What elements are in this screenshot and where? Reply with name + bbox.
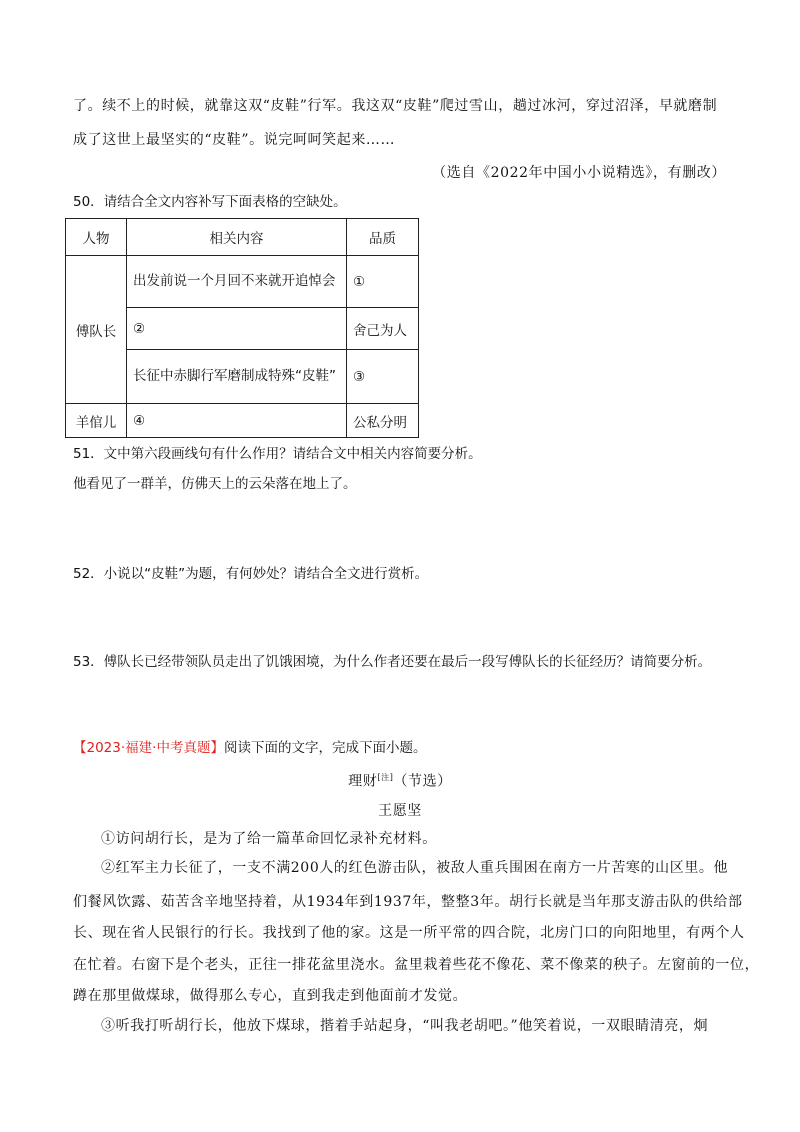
header-cell: 人物 — [66, 219, 127, 256]
content-cell: ② — [127, 308, 347, 350]
article-author: 王愿坚 — [378, 803, 422, 819]
question-50: 50．请结合全文内容补写下面表格的空缺处。 — [73, 194, 347, 210]
title-text: 理财 — [348, 773, 378, 790]
paragraph-line: ②红军主力长征了，一支不满200人的红色游击队，被敌人重兵围困在南方一片苦寒的山区里。他 — [101, 860, 729, 876]
passage-line: 成了这世上最坚实的“皮鞋”。说完呵呵笑起来…… — [73, 132, 396, 148]
article-title — [0, 768, 800, 792]
person-cell: 羊倌儿 — [66, 404, 127, 438]
passage-line: 了。续不上的时候，就靠这双“皮鞋”行军。我这双“皮鞋”爬过雪山，趟过冰河，穿过沼泽，早就磨制 — [73, 98, 718, 114]
quality-cell: ① — [347, 256, 419, 308]
paragraph-line: 长、现在省人民银行的行长。我找到了他的家。这是一所平常的四合院，北房门口的向阳地里，有两个人 — [73, 925, 745, 941]
question-52: 52．小说以“皮鞋”为题，有何妙处？请结合全文进行赏析。 — [73, 566, 429, 582]
exam-source-tag: 【2023·福建·中考真题】 — [73, 740, 224, 756]
content-cell: 出发前说一个月回不来就开追悼会 — [127, 256, 347, 308]
paragraph-line: 蹲在那里做煤球，做得那么专心，直到我走到他面前才发觉。 — [73, 988, 468, 1004]
content-cell: ④ — [127, 404, 347, 438]
question-53: 53．傅队长已经带领队员走出了饥饿困境，为什么作者还要在最后一段写傅队长的长征经历？请简要分析。 — [73, 654, 712, 670]
section-instruction: 阅读下面的文字，完成下面小题。 — [223, 740, 427, 756]
paragraph-line: 在忙着。右窗下是个老头，正往一排花盆里浇水。盆里栽着些花不像花、菜不像菜的秧子。左窗前的一位， — [73, 957, 760, 973]
content-cell: 长征中赤脚行军磨制成特殊“皮鞋” — [127, 350, 347, 404]
note-mark: [注] — [377, 773, 394, 782]
answer-table — [65, 218, 419, 438]
person-cell: 傅队长 — [66, 256, 127, 404]
table-row — [66, 256, 419, 308]
header-cell: 相关内容 — [127, 219, 347, 256]
paragraph-line: ①访问胡行长，是为了给一篇革命回忆录补充材料。 — [101, 831, 437, 847]
passage-source: （选自《2022年中国小小说精选》，有删改） — [432, 165, 726, 181]
paragraph-line: ③听我打听胡行长，他放下煤球，揩着手站起身，“叫我老胡吧。”他笑着说，一双眼睛清亮，炯 — [101, 1018, 709, 1034]
table-header-row — [66, 219, 419, 256]
question-51: 51．文中第六段画线句有什么作用？请结合文中相关内容简要分析。 — [73, 446, 482, 462]
quality-cell: 舍己为人 — [347, 308, 419, 350]
quality-cell: ③ — [347, 350, 419, 404]
header-cell: 品质 — [347, 219, 419, 256]
section-header — [73, 738, 726, 758]
table-row — [66, 404, 419, 438]
title-suffix: （节选） — [393, 773, 452, 790]
paragraph-line: 们餐风饮露、茹苦含辛地坚持着，从1934年到1937年，整整3年。胡行长就是当年那支游击队的供给部 — [73, 894, 743, 910]
quality-cell: 公私分明 — [347, 404, 419, 438]
question-51-quote: 他看见了一群羊，仿佛天上的云朵落在地上了。 — [73, 476, 357, 492]
